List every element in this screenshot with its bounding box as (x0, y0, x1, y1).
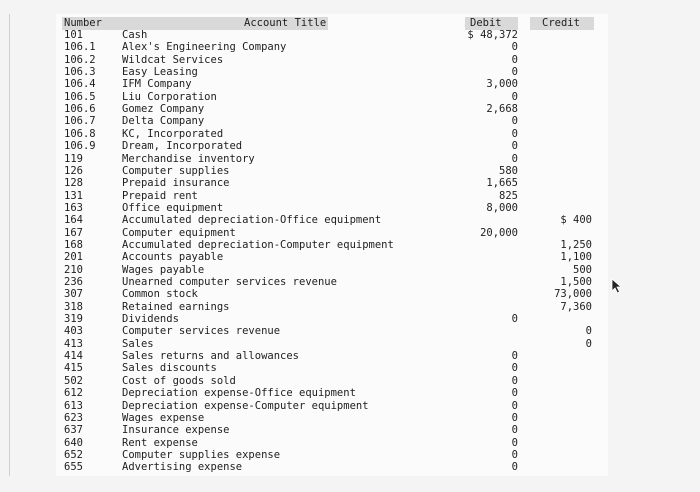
row-number: 106.8 (64, 127, 96, 140)
row-debit: 0 (511, 115, 518, 128)
header-number: Number (64, 17, 102, 29)
row-credit: 7,360 (560, 300, 592, 313)
row-debit: 0 (511, 387, 518, 400)
row-number: 415 (64, 362, 83, 375)
row-debit: 0 (511, 424, 518, 437)
row-account-title: Wildcat Services (122, 53, 224, 66)
row-account-title: Computer services revenue (122, 325, 281, 338)
row-account-title: Insurance expense (122, 424, 230, 437)
row-debit: 0 (511, 90, 518, 103)
row-number: 413 (64, 337, 83, 350)
row-number: 131 (64, 189, 83, 202)
row-number: 119 (64, 152, 83, 165)
row-account-title: Sales (122, 337, 154, 350)
row-account-title: Cost of goods sold (122, 374, 236, 387)
row-number: 163 (64, 201, 83, 214)
row-debit: 0 (511, 411, 518, 424)
row-credit: 1,250 (560, 238, 592, 251)
row-number: 318 (64, 300, 83, 313)
row-debit: 0 (511, 362, 518, 375)
row-account-title: Gomez Company (122, 103, 205, 116)
row-debit: 20,000 (480, 226, 518, 239)
row-number: 319 (64, 313, 83, 326)
row-debit: 0 (511, 41, 518, 54)
row-account-title: Delta Company (122, 115, 205, 128)
row-debit: 0 (511, 53, 518, 66)
row-account-title: IFM Company (122, 78, 192, 91)
row-number: 502 (64, 374, 83, 387)
row-debit: 0 (511, 313, 518, 326)
row-account-title: Dividends (122, 313, 179, 326)
row-debit: 0 (511, 350, 518, 363)
row-credit: 73,000 (554, 288, 592, 301)
row-number: 167 (64, 226, 83, 239)
row-number: 655 (64, 461, 83, 474)
row-debit: 0 (511, 399, 518, 412)
row-account-title: Wages payable (122, 263, 205, 276)
row-account-title: Accumulated depreciation-Computer equipment (122, 238, 394, 251)
row-account-title: Accumulated depreciation-Office equipment (122, 214, 382, 227)
row-number: 612 (64, 387, 83, 400)
row-number: 613 (64, 399, 83, 412)
row-number: 403 (64, 325, 83, 338)
row-number: 106.1 (64, 41, 96, 54)
row-account-title: Depreciation expense-Computer equipment (122, 399, 369, 412)
row-account-title: Cash (122, 29, 148, 41)
row-account-title: Wages expense (122, 411, 205, 424)
row-number: 201 (64, 251, 83, 264)
header-credit: Credit (542, 17, 580, 29)
header-debit: Debit (470, 17, 502, 29)
row-credit: 1,500 (560, 276, 592, 288)
row-number: 106.3 (64, 66, 96, 79)
row-account-title: Easy Leasing (122, 66, 198, 79)
row-number: 128 (64, 177, 83, 190)
row-number: 126 (64, 164, 83, 177)
row-number: 307 (64, 288, 83, 301)
row-number: 652 (64, 448, 83, 461)
row-debit: 580 (499, 164, 518, 177)
row-credit: 500 (573, 263, 592, 276)
row-debit: 0 (511, 374, 518, 387)
row-debit: 3,000 (486, 78, 518, 91)
row-number: 164 (64, 214, 83, 227)
row-debit: $ 48,372 (467, 29, 518, 41)
row-credit: 1,100 (560, 251, 592, 264)
row-number: 623 (64, 411, 83, 424)
row-number: 106.7 (64, 115, 96, 128)
row-number: 106.4 (64, 78, 96, 91)
mouse-pointer-icon (611, 278, 623, 294)
header-account-title: Account Title (244, 17, 327, 29)
row-debit: 1,665 (486, 177, 518, 190)
row-debit: 0 (511, 140, 518, 153)
row-account-title: Common stock (122, 288, 198, 301)
row-account-title: Accounts payable (122, 251, 224, 264)
row-debit: 0 (511, 461, 518, 474)
row-account-title: Computer supplies expense (122, 448, 281, 461)
row-number: 101 (64, 29, 83, 41)
row-debit: 0 (511, 152, 518, 165)
row-debit: 0 (511, 66, 518, 79)
row-number: 640 (64, 436, 83, 449)
row-debit: 0 (511, 127, 518, 140)
row-number: 168 (64, 238, 83, 251)
row-credit: 0 (585, 325, 592, 338)
row-number: 106.2 (64, 53, 96, 66)
row-account-title: Retained earnings (122, 300, 230, 313)
row-number: 210 (64, 263, 83, 276)
row-account-title: Computer supplies (122, 164, 230, 177)
row-account-title: Sales returns and allowances (122, 350, 300, 363)
row-account-title: Merchandise inventory (122, 152, 255, 165)
row-account-title: KC, Incorporated (122, 127, 224, 140)
row-number: 106.6 (64, 103, 96, 116)
row-account-title: Alex's Engineering Company (122, 41, 287, 54)
row-debit: 2,668 (486, 103, 518, 116)
row-number: 236 (64, 276, 83, 288)
row-credit: 0 (585, 337, 592, 350)
row-account-title: Dream, Incorporated (122, 140, 243, 153)
row-debit: 8,000 (486, 201, 518, 214)
row-account-title: Prepaid rent (122, 189, 198, 202)
row-number: 106.5 (64, 90, 96, 103)
row-account-title: Unearned computer services revenue (122, 276, 337, 288)
row-number: 637 (64, 424, 83, 437)
row-account-title: Sales discounts (122, 362, 217, 375)
row-debit: 0 (511, 448, 518, 461)
page-left-border (9, 14, 10, 476)
row-debit: 0 (511, 436, 518, 449)
row-number: 414 (64, 350, 83, 363)
row-account-title: Computer equipment (122, 226, 236, 239)
row-number: 106.9 (64, 140, 96, 153)
row-debit: 825 (499, 189, 518, 202)
row-account-title: Rent expense (122, 436, 198, 449)
row-account-title: Office equipment (122, 201, 224, 214)
row-account-title: Liu Corporation (122, 90, 217, 103)
row-account-title: Prepaid insurance (122, 177, 230, 190)
row-credit: $ 400 (560, 214, 592, 227)
row-account-title: Depreciation expense-Office equipment (122, 387, 356, 400)
row-account-title: Advertising expense (122, 461, 243, 474)
